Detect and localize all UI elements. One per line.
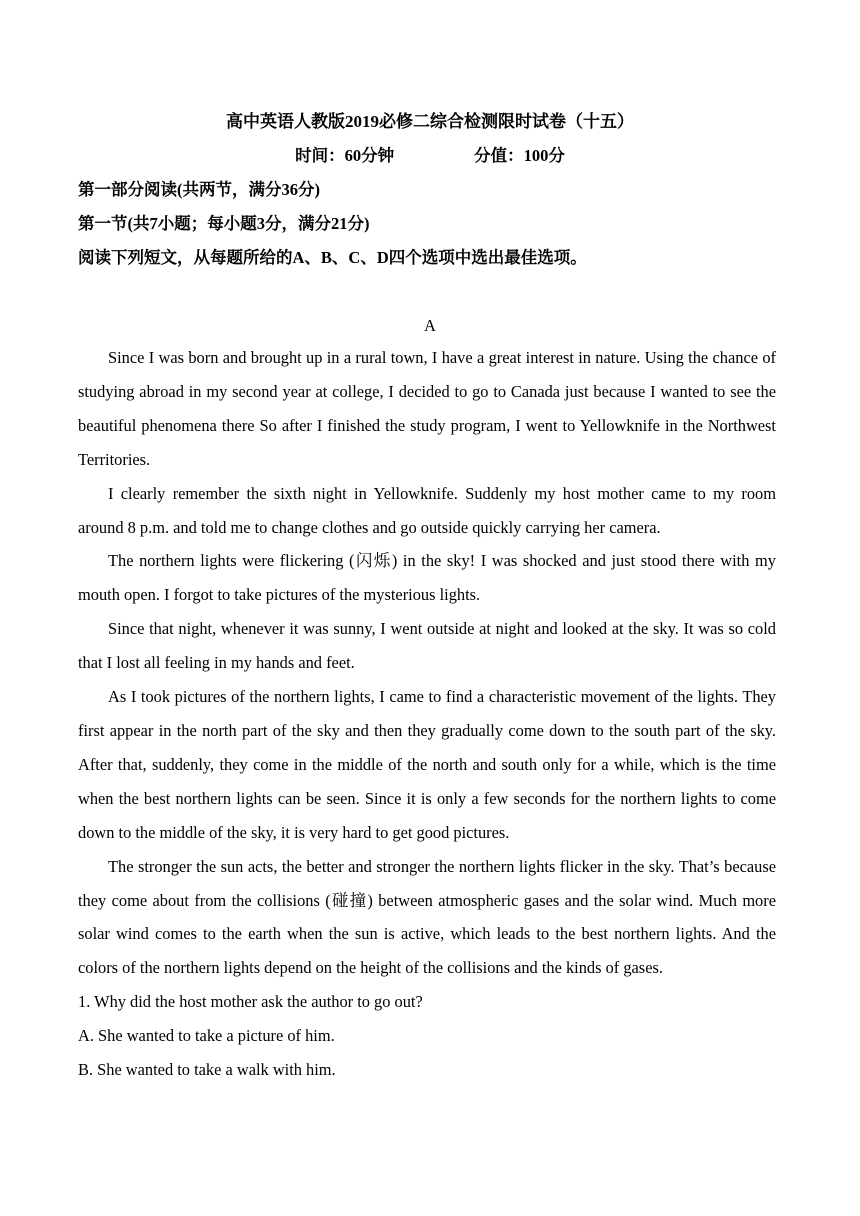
passage-letter: A <box>424 316 436 335</box>
passage-paragraph: The stronger the sun acts, the better and stronger the northern lights flicker in the sky. That’s because they come about from the collisions (碰撞) between atmospheric gases and the solar wind. Much more solar wind comes to the earth when the sun is active, which leads to the best northern lights. And the colors of the northern lights depend on the height of the collisions and the kinds of gases. <box>78 856 776 978</box>
section-heading: 第一节(共7小题；每小题3分，满分21分) <box>78 214 370 233</box>
directions: 阅读下列短文，从每题所给的A、B、C、D四个选项中选出最佳选项。 <box>78 248 587 267</box>
passage-paragraph: Since that night, whenever it was sunny, I went outside at night and looked at the sky. It was so cold that I lost all feeling in my hands and feet. <box>78 619 776 673</box>
passage-paragraph: As I took pictures of the northern lights, I came to find a characteristic movement of the lights. They first appear in the north part of the sky and then they gradually come down to the south part of the sky. After that, suddenly, they come in the middle of the north and south only for a while, which is the time when the best northern lights can be seen. Since it is only a few seconds for the northern lights to come down to the middle of the sky, it is very hard to get good pictures. <box>78 687 776 842</box>
passage-body <box>78 341 776 1087</box>
question-option: B. She wanted to take a walk with him. <box>78 1060 336 1080</box>
question-option: A. She wanted to take a picture of him. <box>78 1026 335 1046</box>
time-limit: 时间：60分钟 <box>295 146 395 165</box>
part-heading: 第一部分阅读(共两节，满分36分) <box>78 180 320 199</box>
passage-paragraph: I clearly remember the sixth night in Yellowknife. Suddenly my host mother came to my room around 8 p.m. and told me to change clothes and go outside quickly carrying her camera. <box>78 483 776 537</box>
passage-paragraph: Since I was born and brought up in a rural town, I have a great interest in nature. Using the chance of studying abroad in my second year at college, I decided to go to Canada just because I wanted to see the beautiful phenomena there So after I finished the study program, I went to Yellowknife in the Northwest Territories. <box>78 348 776 469</box>
passage-paragraph: The northern lights were flickering (闪烁) in the sky! I was shocked and just stood there with my mouth open. I forgot to take pictures of the mysterious lights. <box>78 551 776 605</box>
exam-title: 高中英语人教版2019必修二综合检测限时试卷（十五） <box>226 112 634 131</box>
exam-meta <box>0 144 860 168</box>
question-stem: 1. Why did the host mother ask the author to go out? <box>78 992 423 1012</box>
total-score: 分值：100分 <box>474 146 565 165</box>
